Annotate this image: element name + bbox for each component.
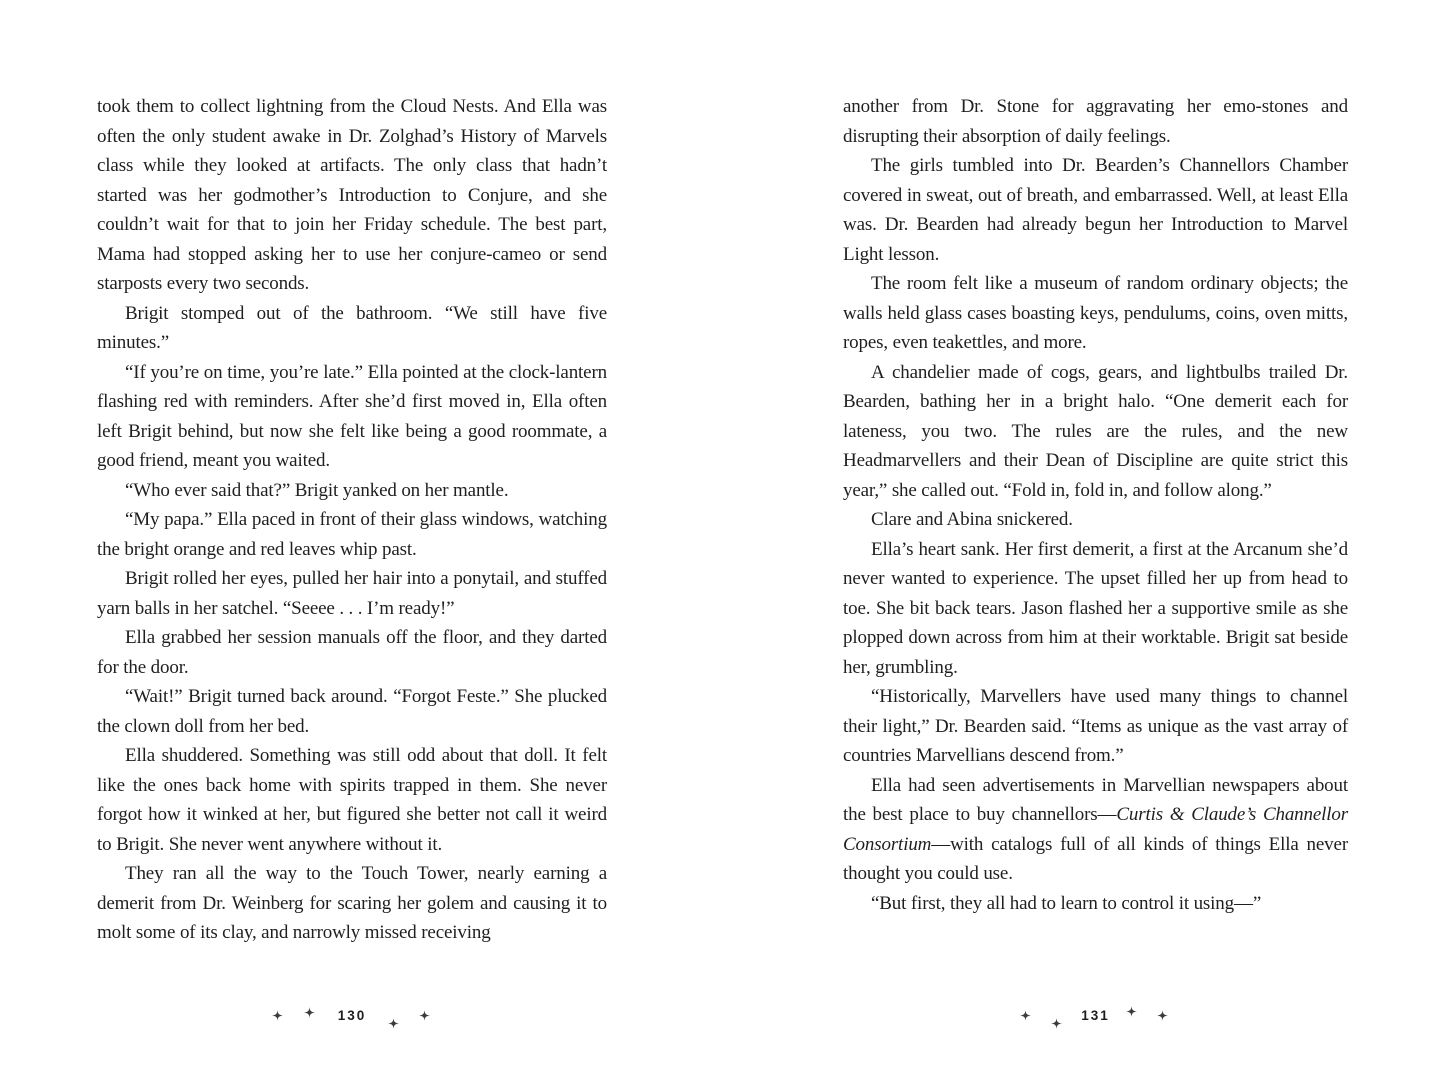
paragraph xyxy=(843,771,1348,889)
paragraph xyxy=(843,505,1348,535)
sparkle-icon xyxy=(1157,1010,1168,1021)
sparkle-icon xyxy=(1051,1018,1062,1029)
body-text: Ella shuddered. Something was still odd about that doll. It felt like the ones back home with spirits trapped in them. She never forgot how it winked at her, but figured she better not call it weird to Brigit. She never went anywhere without it. xyxy=(97,745,607,855)
body-text: Brigit rolled her eyes, pulled her hair into a ponytail, and stuffed yarn balls in her satchel. “Seeee . . . I’m ready!” xyxy=(97,568,607,619)
body-text: Ella grabbed her session manuals off the floor, and they darted for the door. xyxy=(97,627,607,678)
page-left-footer xyxy=(242,1002,462,1036)
sparkle-icon xyxy=(304,1007,315,1018)
body-text: “My papa.” Ella paced in front of their glass windows, watching the bright orange and red leaves whip past. xyxy=(97,509,607,560)
sparkle-icon xyxy=(388,1018,399,1029)
paragraph xyxy=(843,92,1348,151)
page-right-text xyxy=(843,92,1348,918)
paragraph xyxy=(97,564,607,623)
body-text: “Wait!” Brigit turned back around. “Forgot Feste.” She plucked the clown doll from her bed. xyxy=(97,686,607,737)
paragraph xyxy=(97,859,607,948)
body-text: “But first, they all had to learn to control it using—” xyxy=(871,892,1262,914)
paragraph xyxy=(97,92,607,299)
page-number-right: 131 xyxy=(1081,1008,1110,1023)
italic-text: Curtis & Claude’s Channellor Consortium xyxy=(843,804,1349,855)
sparkle-icon xyxy=(419,1010,430,1021)
body-text: took them to collect lightning from the Cloud Nests. And Ella was often the only student awake in Dr. Zolghad’s History of Marvels class while they looked at artifacts. The only class that hadn’t started was her godmother’s Introduction to Conjure, and she couldn’t wait for that to join her Friday schedule. The best part, Mama had stopped asking her to use her conjure-cameo or send starposts every two seconds. xyxy=(97,96,607,294)
paragraph xyxy=(843,358,1348,506)
paragraph xyxy=(97,299,607,358)
body-text: —with catalogs full of all kinds of things Ella never thought you could use. xyxy=(843,833,1348,884)
paragraph xyxy=(97,476,607,506)
body-text: A chandelier made of cogs, gears, and lightbulbs trailed Dr. Bearden, bathing her in a bright halo. “One demerit each for lateness, you two. The rules are the rules, and the new Headmarvellers and their Dean of Discipline are quite strict this year,” she called out. “Fold in, fold in, and follow along.” xyxy=(843,361,1348,501)
body-text: The girls tumbled into Dr. Bearden’s Channellors Chamber covered in sweat, out of breath, and embarrassed. Well, at least Ella was. Dr. Bearden had already begun her Introduction to Marvel Light lesson. xyxy=(843,155,1348,265)
paragraph xyxy=(97,505,607,564)
paragraph xyxy=(97,358,607,476)
paragraph xyxy=(843,535,1348,683)
body-text: The room felt like a museum of random ordinary objects; the walls held glass cases boasting keys, pendulums, coins, oven mitts, ropes, even teakettles, and more. xyxy=(843,273,1348,353)
sparkle-icon xyxy=(272,1010,283,1021)
paragraph xyxy=(97,741,607,859)
paragraph xyxy=(843,889,1348,919)
body-text: They ran all the way to the Touch Tower, nearly earning a demerit from Dr. Weinberg for scaring her golem and causing it to molt some of its clay, and narrowly missed receiving xyxy=(97,863,607,943)
page-left xyxy=(97,0,607,1092)
page-number-left: 130 xyxy=(337,1008,367,1023)
page-right-footer xyxy=(986,1002,1206,1036)
paragraph xyxy=(843,151,1348,269)
paragraph xyxy=(97,682,607,741)
body-text: another from Dr. Stone for aggravating her emo-stones and disrupting their absorption of daily feelings. xyxy=(843,96,1348,147)
sparkle-icon xyxy=(1126,1006,1137,1017)
body-text: Ella had seen advertisements in Marvellian newspapers about the best place to buy channellors— xyxy=(843,774,1348,825)
body-text: “If you’re on time, you’re late.” Ella pointed at the clock-lantern flashing red with reminders. After she’d first moved in, Ella often left Brigit behind, but now she felt like being a good roommate, a good friend, meant you waited. xyxy=(97,361,607,471)
body-text: Clare and Abina snickered. xyxy=(871,509,1073,530)
paragraph xyxy=(843,682,1348,771)
body-text: “Historically, Marvellers have used many things to channel their light,” Dr. Bearden said. “Items as unique as the vast array of countries Marvellians descend from.” xyxy=(843,686,1348,766)
body-text: Brigit stomped out of the bathroom. “We still have five minutes.” xyxy=(97,302,607,353)
body-text: Ella’s heart sank. Her first demerit, a first at the Arcanum she’d never wanted to experience. The upset filled her up from head to toe. She bit back tears. Jason flashed her a supportive smile as she plopped down across from him at their worktable. Brigit sat beside her, grumbling. xyxy=(843,538,1348,678)
sparkle-icon xyxy=(1020,1010,1031,1021)
body-text: “Who ever said that?” Brigit yanked on her mantle. xyxy=(125,479,509,501)
page-left-text xyxy=(97,92,607,948)
paragraph xyxy=(843,269,1348,358)
page-right xyxy=(843,0,1348,1092)
paragraph xyxy=(97,623,607,682)
